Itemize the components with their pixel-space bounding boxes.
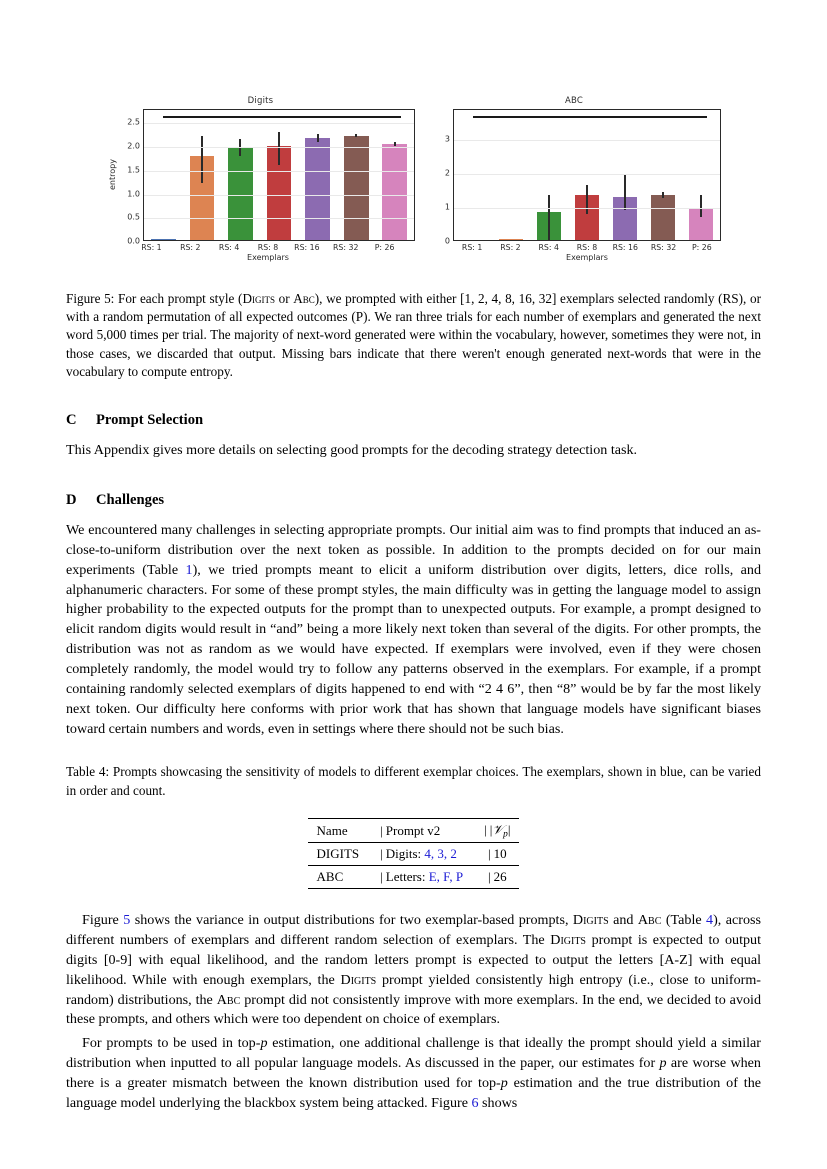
error-bar [662, 192, 664, 197]
y-tick-label: 3 [444, 134, 450, 144]
bar-slot [221, 110, 260, 240]
max-entropy-reference-line [473, 116, 707, 118]
x-tick-label: RS: 4 [218, 243, 240, 252]
section-title-d: Challenges [96, 491, 165, 508]
x-tick-label: RS: 8 [257, 243, 279, 252]
small-caps-abc: Abc [637, 912, 662, 929]
bar-slot [260, 110, 299, 240]
y-tick-label: 0.0 [127, 236, 140, 246]
x-tick-label: RS: 1 [141, 243, 162, 252]
plot-area-abc [453, 109, 721, 241]
section-heading-c [66, 412, 761, 429]
small-caps-digits: Digits [572, 912, 609, 929]
y-tick-label: 0 [444, 236, 450, 246]
x-axis-ticks-abc [453, 243, 721, 252]
section-letter-d: D [66, 491, 77, 508]
small-caps-digits: Digits [340, 971, 377, 988]
bar-slot [144, 110, 183, 240]
error-bar [394, 142, 396, 145]
gridline [144, 147, 414, 148]
row-prompt-abc: | Letters: E, F, P [368, 866, 472, 889]
column-header-name: Name [308, 818, 369, 842]
x-axis-ticks-digits [132, 243, 404, 252]
row-prompt-digits: | Digits: 4, 3, 2 [368, 843, 472, 866]
gridline [454, 208, 720, 209]
x-tick-label: RS: 8 [576, 243, 598, 252]
y-tick-label: 1.5 [127, 165, 140, 175]
x-tick-label: RS: 16 [294, 243, 320, 252]
column-header-prompt: | Prompt v2 [368, 818, 472, 842]
bar-slot [298, 110, 337, 240]
para-text-b: ), we tried prompts meant to elicit a uniform distribution over digits, letters, dice rolls, and alphanumeric characters. For some of these prompt styles, the main difficulty was in getting the language model to assign higher probability to the expected outputs for the prompt than to unexpected outputs. For example, a prompt designed to elicit random digits would result in “and” being a more likely next token than several of the digits. For other prompts, the distribution was not as random as we would have expected. If exemplars were involved, even if they were chosen completely randomly, the model would try to follow any patterns observed in the exemplars. For example, if a prompt containing randomly selected exemplars of digits happened to end with “2 4 6”, then “8” would be by far the most likely next token. Our difficulty here conforms with prior work that has shown that language models have significant biases toward certain numbers and words, even in settings where there should not be such bias. [66, 561, 761, 737]
closing-p1-b: shows the variance in output distributions for two exemplar-based prompts, Digits and Abc (Table [130, 912, 707, 929]
error-bar [586, 185, 588, 214]
y-axis-label-digits: entropy [108, 159, 117, 191]
error-bar [317, 134, 319, 142]
section-heading-d [66, 492, 761, 509]
x-tick-label: RS: 32 [333, 243, 359, 252]
figure-6-reference-link[interactable]: 6 [471, 1094, 479, 1111]
x-tick-label: P: 26 [691, 243, 712, 252]
chart-title-abc: ABC [564, 96, 584, 106]
error-bar [355, 134, 357, 137]
table-1-reference-link[interactable]: 1 [185, 561, 193, 578]
error-bar [201, 136, 203, 183]
column-header-vocab-size: | |𝒱$_p$| [472, 818, 519, 842]
bar [344, 136, 369, 240]
error-bar [700, 195, 702, 217]
y-tick-label: 2.0 [127, 141, 140, 151]
math-p-2: p [659, 1055, 667, 1072]
table-4-wrapper [66, 818, 761, 889]
gridline [454, 174, 720, 175]
y-tick-label: 0.5 [127, 212, 140, 222]
chart-panel-digits [106, 96, 415, 262]
table-4-caption: Table 4: Prompts showcasing the sensitivity of models to different exemplar choices. The exemplars, shown in blue, can be varied in order and count. [66, 764, 761, 798]
table-4 [308, 818, 520, 889]
exemplars-digits: 4, 3, 2 [424, 846, 457, 862]
x-axis-label-digits: Exemplars [247, 253, 289, 262]
closing-p2-e: shows [478, 1094, 518, 1111]
bar [382, 144, 407, 240]
bar [499, 239, 523, 240]
error-bar [548, 195, 550, 240]
x-axis-label-abc: Exemplars [566, 253, 608, 262]
table-header-row [308, 818, 520, 842]
exemplars-abc: E, F, P [428, 869, 464, 885]
y-tick-label: 1.0 [127, 189, 140, 199]
y-axis-ticks-digits [117, 109, 143, 246]
closing-p2-c: are worse when there is a greater mismatch between the known distribution used for top- [66, 1055, 761, 1092]
section-title-c: Prompt Selection [96, 412, 204, 429]
x-tick-label: RS: 32 [650, 243, 677, 252]
small-caps-abc: Abc [293, 291, 315, 306]
gridline [144, 218, 414, 219]
row-name-digits: DIGITS [308, 843, 369, 866]
section-c-body: This Appendix gives more details on selecting good prompts for the decoding strategy detection task. [66, 442, 638, 459]
para-text-a: We encountered many challenges in selecting appropriate prompts. Our initial aim was to find prompts that induced an as-close-to-uniform distribution over the next token as possible. In addition to the prompts decided on for our main experiments (Table [66, 521, 761, 578]
y-tick-label: 1 [444, 202, 450, 212]
bar [305, 138, 330, 240]
bar-slot [375, 110, 414, 240]
row-vocab-digits: | 10 [472, 843, 519, 866]
math-p-1: p [260, 1035, 268, 1052]
x-tick-label: RS: 4 [538, 243, 559, 252]
row-name-abc: ABC [308, 866, 369, 889]
row-vocab-abc: | 26 [472, 866, 519, 889]
bar-slot [337, 110, 376, 240]
section-letter-c: C [66, 412, 77, 429]
max-entropy-reference-line [163, 116, 401, 118]
small-caps-abc: Abc [216, 991, 241, 1008]
gridline [454, 140, 720, 141]
chart-panel-abc [427, 96, 721, 262]
table-4-reference-link[interactable]: 4 [706, 912, 714, 929]
closing-p1-a: Figure [82, 912, 124, 929]
chart-title-digits: Digits [247, 96, 274, 106]
bar [151, 239, 176, 240]
gridline [144, 123, 414, 124]
x-tick-label: RS: 2 [180, 243, 201, 252]
gridline [144, 171, 414, 172]
figure-5 [66, 0, 761, 262]
y-axis-ticks-abc [427, 109, 453, 246]
y-tick-label: 2.5 [127, 117, 140, 127]
closing-p2-b: estimation, one additional challenge is that ideally the prompt should yield a similar distribution when inputted to all popular language models. As discussed in the paper, our estimates for [66, 1035, 761, 1072]
bar [651, 195, 675, 240]
small-caps-digits: Digits [242, 291, 275, 306]
math-p-3: p [500, 1075, 508, 1092]
x-tick-label: RS: 2 [500, 243, 521, 252]
table-row-abc [308, 866, 520, 889]
closing-p1-c: ), across different numbers of exemplars and different random selection of exemplars. The Digits prompt is expected to output digits [0-9] with equal likelihood, and the random letters prompt is expected to output the letters [A-Z] with equal likelihood. While with enough exemplars, the Digits prompt yielded consistently high entropy (i.e., close to uniform-random) distributions, the Abc prompt did not consistently improve with more exemplars. In the end, we decided to avoid these prompts, and others which were too dependent on choice of exemplars. [66, 912, 761, 1028]
section-d-paragraph-1 [66, 521, 761, 739]
bar-group-digits [144, 110, 414, 240]
closing-p2-a: For prompts to be used in top- [82, 1035, 261, 1052]
plot-area-digits [143, 109, 415, 241]
small-caps-digits: Digits [550, 932, 586, 949]
closing-paragraph-2 [66, 1034, 761, 1113]
error-bar [278, 132, 280, 165]
gridline [144, 195, 414, 196]
figure-caption: Figure 5: For each prompt style (Digits or Abc), we prompted with either [1, 2, 4, 8, 16, 32] exemplars selected randomly (RS), or with a random permutation of all expected outcomes (P). We ran three trials for each number of exemplars and generated the next word 5,000 times per trial. The majority of next-word generated were within the vocabulary, however, sometimes they were not, in those cases, we discarded that output. Missing bars indicate that there weren't enough generated next-words that were in the vocabulary to compute entropy. [66, 291, 761, 379]
error-bar [624, 175, 626, 210]
x-tick-label: RS: 1 [461, 243, 483, 252]
x-tick-label: RS: 16 [612, 243, 638, 252]
table-row-digits [308, 843, 520, 866]
y-tick-label: 2 [444, 168, 450, 178]
closing-paragraph-1 [66, 911, 761, 1030]
bar-slot [183, 110, 222, 240]
x-tick-label: P: 26 [374, 243, 395, 252]
figure-5-reference-link[interactable]: 5 [123, 912, 131, 929]
closing-p2-d: estimation and the true distribution of the language model underlying the blackbox system being attacked. Figure [66, 1075, 761, 1111]
